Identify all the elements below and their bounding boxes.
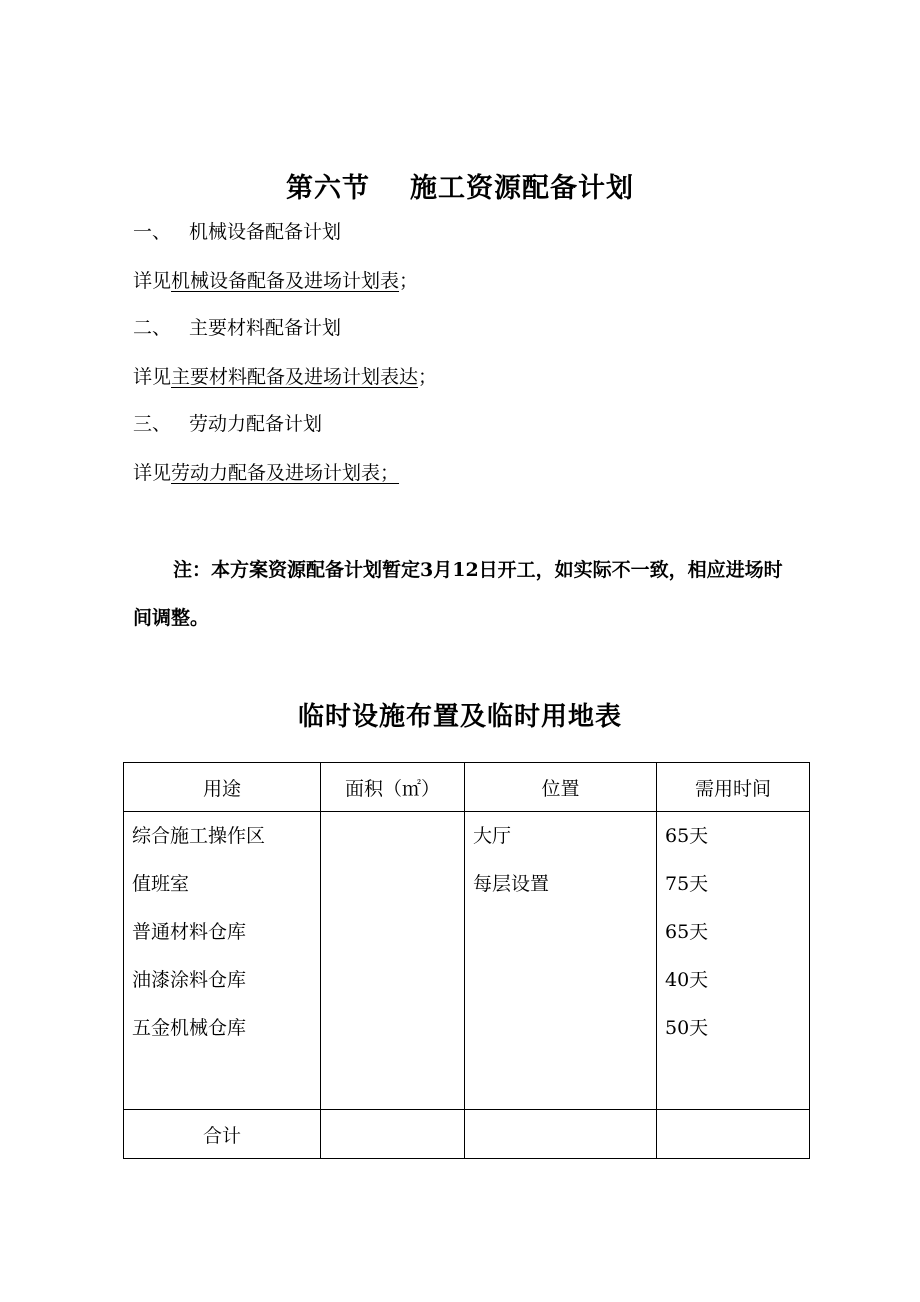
table-title: 临时设施布置及临时用地表 <box>297 702 622 732</box>
location-cell <box>473 1012 656 1060</box>
item-reference-1 <box>133 267 418 295</box>
use-cell: 值班室 <box>132 873 190 895</box>
section-heading: 施工资源配备计划 <box>410 173 634 204</box>
reference-link[interactable]: 机械设备配备及进场计划表 <box>171 270 400 292</box>
reference-prefix: 详见 <box>133 462 172 484</box>
area-cell <box>329 964 464 1012</box>
location-column <box>465 812 657 1110</box>
item-heading-3 <box>133 410 322 438</box>
section-title <box>0 166 920 205</box>
total-label: 合计 <box>124 1110 321 1159</box>
total-location <box>465 1110 657 1159</box>
location-cell <box>473 964 656 1012</box>
duration-cell: 75天 <box>665 873 709 895</box>
table-body-row <box>124 812 810 1110</box>
area-cell <box>329 868 464 916</box>
item-heading-1 <box>133 218 341 246</box>
area-cell <box>329 916 464 964</box>
header-area: 面积（㎡） <box>321 763 465 812</box>
use-cell: 油漆涂料仓库 <box>132 969 247 991</box>
item-heading-text: 劳动力配备计划 <box>189 413 323 435</box>
use-cell: 综合施工操作区 <box>132 825 266 847</box>
use-column <box>124 812 321 1110</box>
duration-cell: 40天 <box>665 969 709 991</box>
area-column <box>321 812 465 1110</box>
total-duration <box>657 1110 810 1159</box>
total-area <box>321 1110 465 1159</box>
location-cell: 每层设置 <box>473 873 550 895</box>
area-cell <box>329 1012 464 1060</box>
use-cell: 普通材料仓库 <box>132 921 247 943</box>
reference-link[interactable]: 劳动力配备及进场计划表； <box>171 462 400 484</box>
item-heading-text: 主要材料配备计划 <box>189 317 342 339</box>
reference-link[interactable]: 主要材料配备及进场计划表达 <box>171 366 419 388</box>
temporary-facilities-table <box>123 762 810 1159</box>
item-number: 二、 <box>133 317 172 339</box>
reference-prefix: 详见 <box>133 366 172 388</box>
section-number: 第六节 <box>286 173 370 204</box>
schedule-note: 注：本方案资源配备计划暂定3月12日开工，如实际不一致，相应进场时间调整。 <box>133 559 783 629</box>
item-reference-3 <box>133 459 399 487</box>
item-reference-2 <box>133 363 437 391</box>
reference-prefix: 详见 <box>133 270 172 292</box>
location-cell <box>473 916 656 964</box>
table-header-row <box>124 763 810 812</box>
header-duration: 需用时间 <box>657 763 810 812</box>
duration-column <box>657 812 810 1110</box>
item-number: 三、 <box>133 413 172 435</box>
item-heading-text: 机械设备配备计划 <box>189 221 342 243</box>
use-cell: 五金机械仓库 <box>132 1017 247 1039</box>
duration-cell: 65天 <box>665 825 709 847</box>
item-heading-2 <box>133 314 341 342</box>
area-cell <box>329 820 464 868</box>
duration-cell: 65天 <box>665 921 709 943</box>
item-number: 一、 <box>133 221 172 243</box>
duration-cell: 50天 <box>665 1017 709 1039</box>
header-use: 用途 <box>124 763 321 812</box>
reference-suffix: ； <box>418 366 438 388</box>
reference-suffix: ； <box>399 270 419 292</box>
header-location: 位置 <box>465 763 657 812</box>
location-cell: 大厅 <box>473 825 512 847</box>
table-total-row <box>124 1110 810 1159</box>
